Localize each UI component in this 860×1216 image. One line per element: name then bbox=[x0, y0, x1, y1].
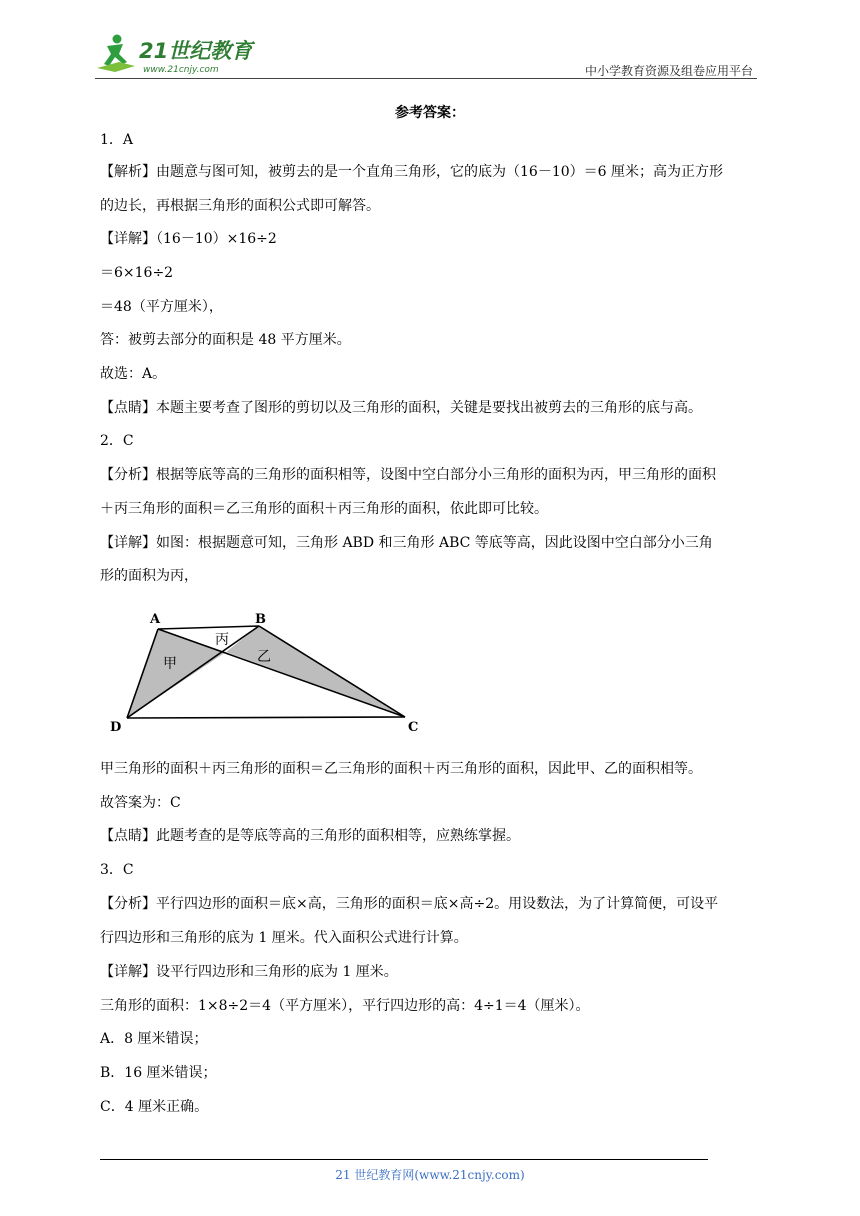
answer-line: 甲三角形的面积＋丙三角形的面积＝乙三角形的面积＋丙三角形的面积，因此甲、乙的面积相等。 bbox=[100, 761, 702, 777]
site-logo bbox=[95, 32, 255, 76]
answer-line: 【解析】由题意与图可知，被剪去的是一个直角三角形，它的底为（16－10）＝6 厘米；高为正方形 bbox=[100, 164, 723, 180]
answer-line: 形的面积为丙， bbox=[100, 568, 198, 584]
answer-line: B．16 厘米错误； bbox=[100, 1065, 217, 1081]
region-jia-label: 甲 bbox=[163, 656, 177, 672]
answer-line: 的边长，再根据三角形的面积公式即可解答。 bbox=[100, 198, 380, 214]
answer-line: 【点睛】本题主要考查了图形的剪切以及三角形的面积，关键是要找出被剪去的三角形的底与高。 bbox=[100, 400, 702, 416]
answer-line: 1．A bbox=[100, 132, 134, 148]
page-header bbox=[95, 32, 757, 78]
vertex-c-label: C bbox=[408, 720, 419, 735]
svg-text:21世纪教育: 21世纪教育 bbox=[139, 39, 253, 63]
answer-line: 【分析】平行四边形的面积＝底×高，三角形的面积＝底×高÷2。用设数法，为了计算简便，可设平 bbox=[100, 896, 719, 912]
answer-line: 【点睛】此题考查的是等底等高的三角形的面积相等，应熟练掌握。 bbox=[100, 828, 520, 844]
region-bing-label: 丙 bbox=[215, 632, 229, 648]
answer-line: 【详解】设平行四边形和三角形的底为 1 厘米。 bbox=[100, 964, 398, 980]
answer-line: A．8 厘米错误； bbox=[100, 1031, 208, 1047]
answer-line: 【分析】根据等底等高的三角形的面积相等，设图中空白部分小三角形的面积为丙，甲三角形的面积 bbox=[100, 467, 716, 483]
answer-title: 参考答案： bbox=[395, 105, 465, 121]
header-divider bbox=[95, 78, 757, 79]
answer-line: 三角形的面积：1×8÷2＝4（平方厘米），平行四边形的高：4÷1＝4（厘米）。 bbox=[100, 998, 590, 1014]
answer-line: ＋丙三角形的面积＝乙三角形的面积＋丙三角形的面积，依此即可比较。 bbox=[100, 501, 548, 517]
answer-line: 故答案为：C bbox=[100, 795, 181, 811]
triangle-figure bbox=[100, 604, 440, 738]
platform-name: 中小学教育资源及组卷应用平台 bbox=[584, 64, 753, 78]
footer-link[interactable]: 21 世纪教育网(www.21cnjy.com) bbox=[335, 1168, 525, 1182]
answer-line: 2．C bbox=[100, 433, 134, 449]
vertex-a-label: A bbox=[150, 612, 161, 627]
vertex-b-label: B bbox=[255, 612, 266, 627]
region-yi-label: 乙 bbox=[257, 649, 271, 665]
answer-line: 行四边形和三角形的底为 1 厘米。代入面积公式进行计算。 bbox=[100, 930, 468, 946]
vertex-d-label: D bbox=[110, 720, 122, 735]
answer-line: ＝6×16÷2 bbox=[100, 265, 174, 281]
answer-line: 故选：A。 bbox=[100, 366, 167, 382]
answer-line: C．4 厘米正确。 bbox=[100, 1099, 209, 1115]
footer-divider bbox=[100, 1159, 708, 1160]
answer-line: 3．C bbox=[100, 862, 134, 878]
answer-line: 【详解】如图：根据题意可知，三角形 ABD 和三角形 ABC 等底等高，因此设图中空白部分小三角 bbox=[100, 535, 713, 551]
answer-line: ＝48（平方厘米）， bbox=[100, 299, 223, 315]
region-yi-shape bbox=[226, 626, 405, 717]
answer-line: 答：被剪去部分的面积是 48 平方厘米。 bbox=[100, 332, 351, 348]
answer-line: 【详解】（16－10）×16÷2 bbox=[100, 231, 277, 247]
svg-text:www.21cnjy.com: www.21cnjy.com bbox=[143, 65, 219, 75]
